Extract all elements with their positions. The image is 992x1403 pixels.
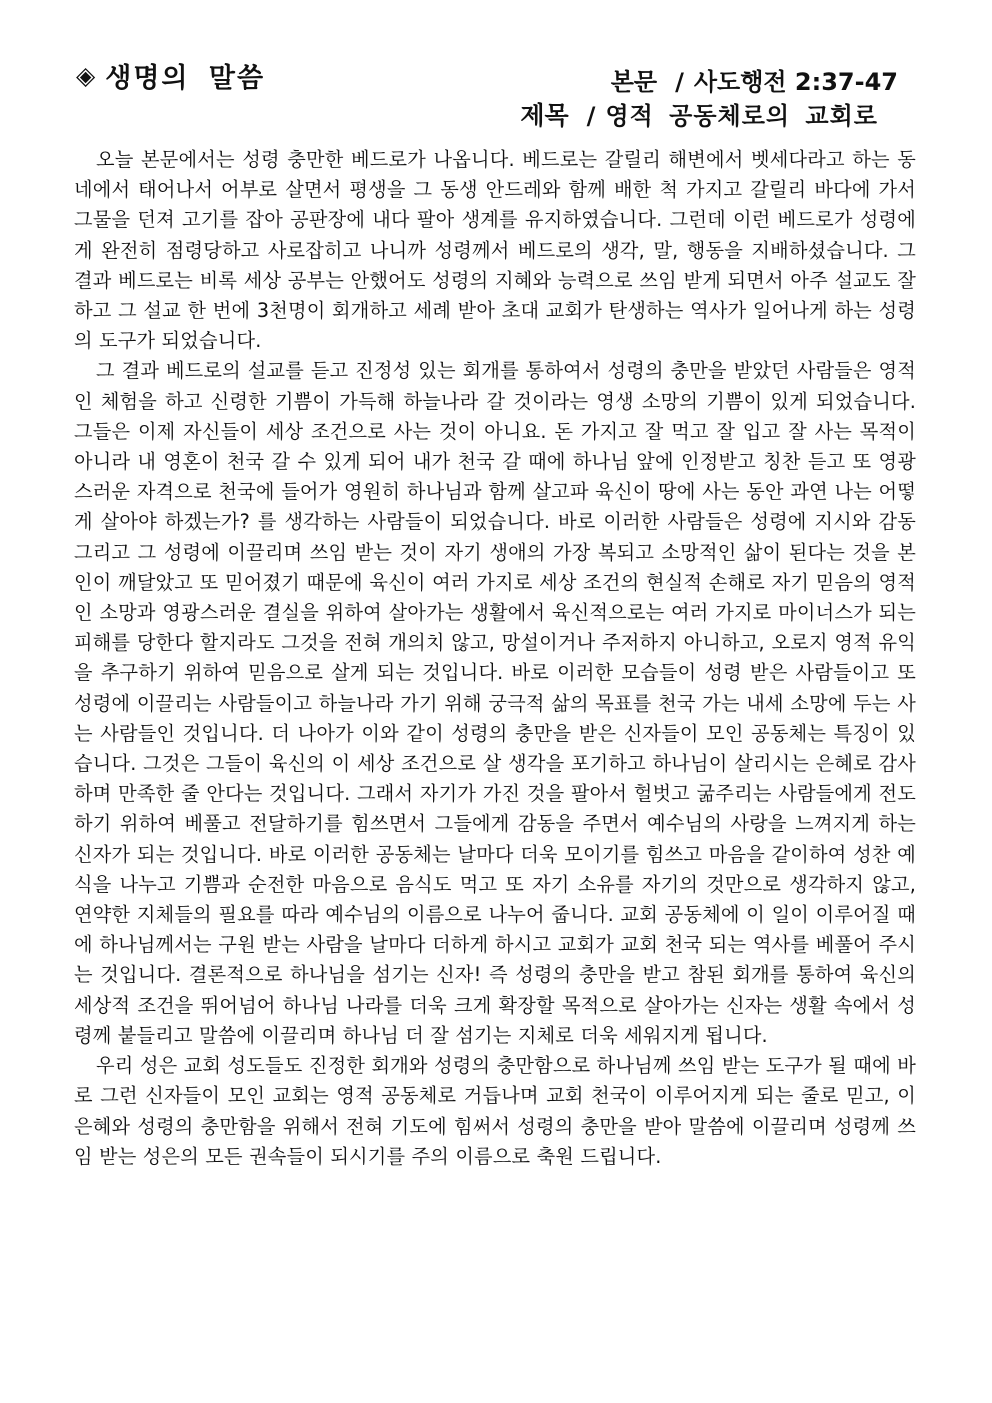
scripture-label: 본문	[610, 68, 658, 96]
section-title: 생명의 말씀	[105, 63, 266, 94]
sermon-body	[74, 145, 916, 1172]
section-heading	[76, 56, 265, 95]
scripture-reference	[611, 62, 898, 97]
sermon-title-line	[520, 96, 878, 132]
sermon-label: 제목	[520, 101, 569, 130]
sermon-title: 영적 공동체로의 교회로	[605, 102, 878, 130]
separator: /	[586, 102, 596, 130]
diamond-bullet-icon: ◈	[76, 61, 98, 90]
paragraph: 우리 성은 교회 성도들도 진정한 회개와 성령의 충만함으로 하나님께 쓰임 받는 도구가 될 때에 바로 그런 신자들이 모인 교회는 영적 공동체로 거듭나며 교회 천국이 이루어지게 되는 줄로 믿고, 이 은혜와 성령의 충만함을 위해서 전혀 기도에 힘써서 성령의 충만을 받아 말씀에 이끌리며 성령께 쓰임 받는 성은의 모든 권속들이 되시기를 주의 이름으로 축원 드립니다.	[74, 1054, 916, 1168]
scripture-ref: 사도행전 2:37-47	[693, 68, 898, 96]
paragraph: 오늘 본문에서는 성령 충만한 베드로가 나옵니다. 베드로는 갈릴리 해변에서 벳세다라고 하는 동네에서 태어나서 어부로 살면서 평생을 그 동생 안드레와 함께 배한 척 가지고 갈릴리 바다에 가서 그물을 던져 고기를 잡아 공판장에 내다 팔아 생계를 유지하였습니다. 그런데 이런 베드로가 성령에게 완전히 점령당하고 사로잡히고 나니까 성령께서 베드로의 생각, 말, 행동을 지배하셨습니다. 그 결과 베드로는 비록 세상 공부는 안했어도 성령의 지혜와 능력으로 쓰임 받게 되면서 아주 설교도 잘하고 그 설교 한 번에 3천명이 회개하고 세례 받아 초대 교회가 탄생하는 역사가 일어나게 하는 성령의 도구가 되었습니다.	[74, 148, 916, 353]
paragraph: 그 결과 베드로의 설교를 듣고 진정성 있는 회개를 통하여서 성령의 충만을 받았던 사람들은 영적인 체험을 하고 신령한 기쁨이 가득해 하늘나라 갈 것이라는 영생 소망의 기쁨이 있게 되었습니다. 그들은 이제 자신들이 세상 조건으로 사는 것이 아니요. 돈 가지고 잘 먹고 잘 입고 잘 사는 목적이 아니라 내 영혼이 천국 갈 수 있게 되어 내가 천국 갈 때에 하나님 앞에 인정받고 칭찬 듣고 또 영광스러운 자격으로 천국에 들어가 영원히 하나님과 함께 살고파 육신이 땅에 사는 동안 과연 나는 어떻게 살아야 하겠는가? 를 생각하는 사람들이 되었습니다. 바로 이러한 사람들은 성령에 지시와 감동 그리고 그 성령에 이끌리며 쓰임 받는 것이 자기 생애의 가장 복되고 소망적인 삶이 된다는 것을 본인이 깨달았고 또 믿어졌기 때문에 육신이 여러 가지로 세상 조건의 현실적 손해로 자기 믿음의 영적인 소망과 영광스러운 결실을 위하여 살아가는 생활에서 육신적으로는 여러 가지로 마이너스가 되는 피해를 당한다 할지라도 그것을 전혀 개의치 않고, 망설이거나 주저하지 아니하고, 오로지 영적 유익을 추구하기 위하여 믿음으로 살게 되는 것입니다. 바로 이러한 모습들이 성령 받은 사람들이고 또 성령에 이끌리는 사람들이고 하늘나라 가기 위해 궁극적 삶의 목표를 천국 가는 내세 소망에 두는 사는 사람들인 것입니다. 더 나아가 이와 같이 성령의 충만을 받은 신자들이 모인 공동체는 특징이 있습니다. 그것은 그들이 육신의 이 세상 조건으로 살 생각을 포기하고 하나님이 살리시는 은혜로 감사하며 만족한 줄 안다는 것입니다. 그래서 자기가 가진 것을 팔아서 헐벗고 굶주리는 사람들에게 전도하기 위하여 베풀고 전달하기를 힘쓰면서 그들에게 감동을 주면서 예수님의 사랑을 느껴지게 하는 신자가 되는 것입니다. 바로 이러한 공동체는 날마다 더욱 모이기를 힘쓰고 마음을 같이하여 성찬 예식을 나누고 기쁨과 순전한 마음으로 음식도 먹고 또 자기 소유를 자기의 것만으로 생각하지 않고, 연약한 지체들의 필요를 따라 예수님의 이름으로 나누어 줍니다. 교회 공동체에 이 일이 이루어질 때에 하나님께서는 구원 받는 사람을 날마다 더하게 하시고 교회가 교회 천국 되는 역사를 베풀어 주시는 것입니다. 결론적으로 하나님을 섬기는 신자! 즉 성령의 충만을 받고 참된 회개를 통하여 육신의 세상적 조건을 뛰어넘어 하나님 나라를 더욱 크게 확장할 목적으로 살아가는 신자는 생활 속에서 성령께 붙들리고 말씀에 이끌리며 하나님 더 잘 섬기는 지체로 더욱 세워지게 됩니다.	[74, 359, 916, 1047]
separator: /	[675, 68, 684, 96]
